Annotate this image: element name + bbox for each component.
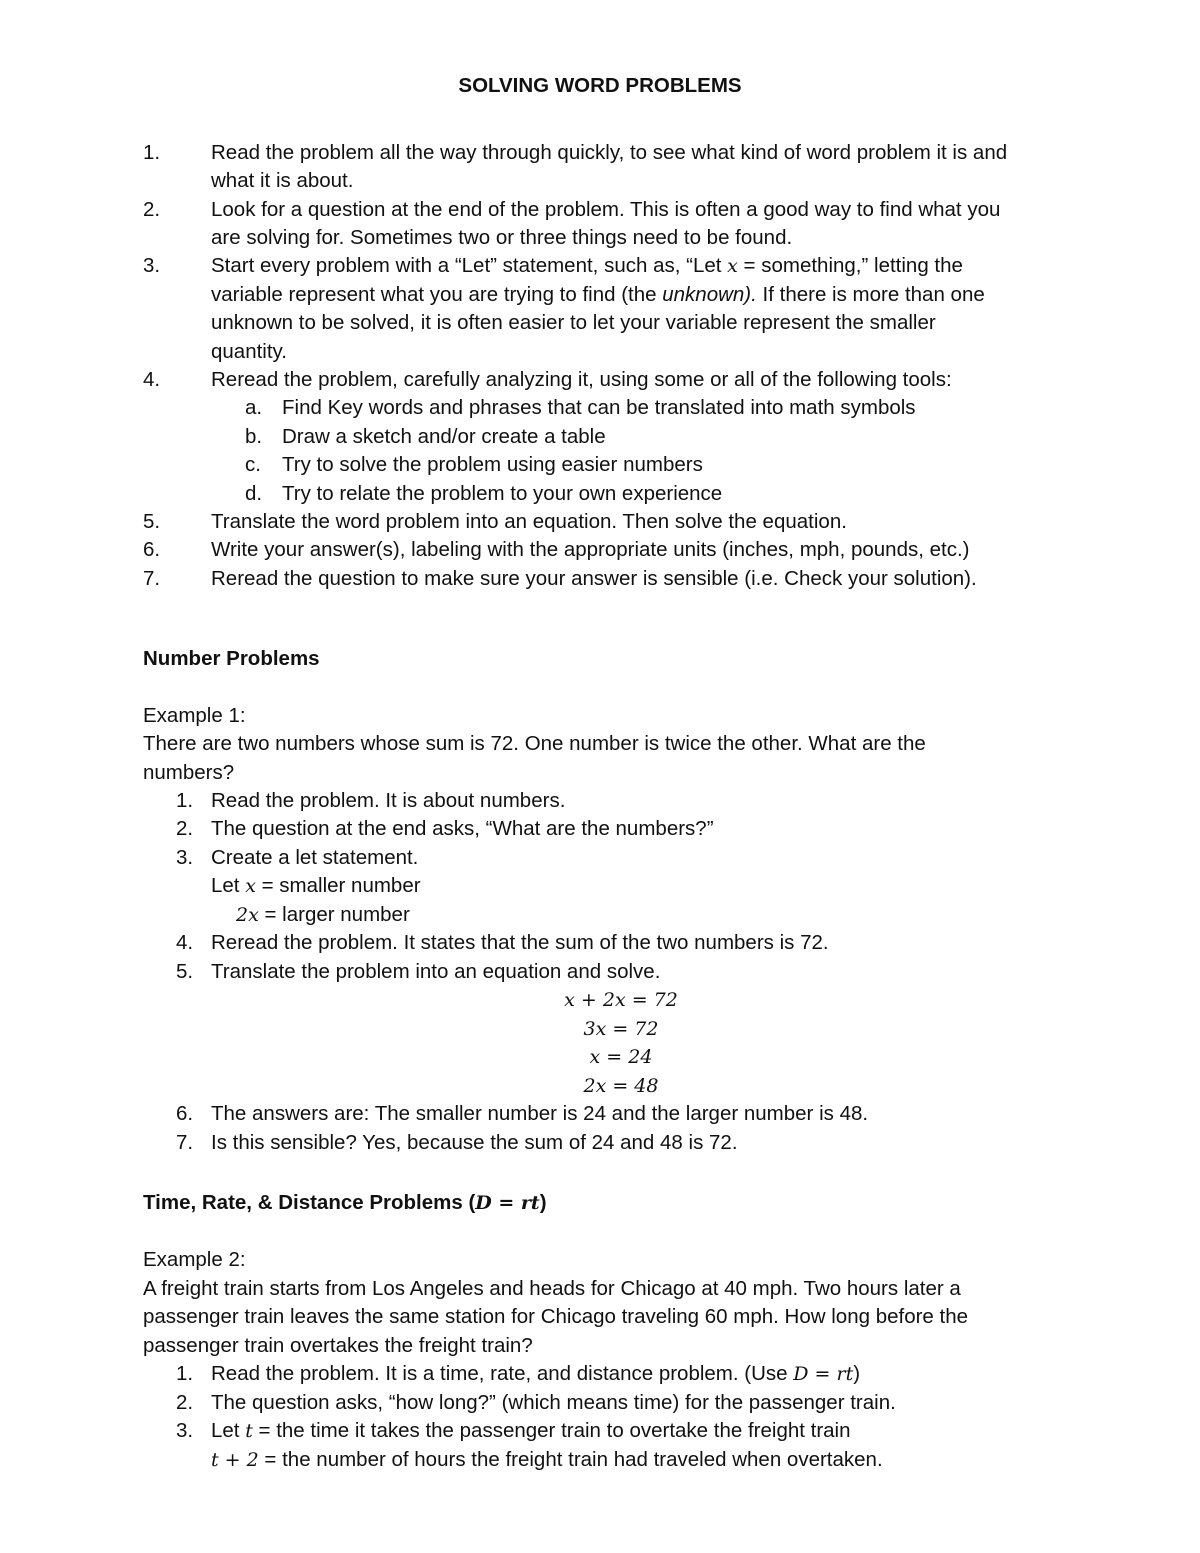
emphasis-text: unknown). bbox=[662, 283, 757, 306]
sub-step-letter: a. bbox=[245, 396, 263, 419]
step-number: 4. bbox=[143, 368, 161, 391]
equation: x + 2x = 72 bbox=[564, 989, 678, 1011]
step-text: Reread the problem. It states that the sum of the two numbers is 72. bbox=[211, 931, 829, 954]
section-heading-trd-problems: Time, Rate, & Distance Problems (D = rt) bbox=[143, 1191, 547, 1214]
step-number: 3. bbox=[143, 254, 161, 277]
let-statement: t + 2 = the number of hours the freight train had traveled when overtaken. bbox=[211, 1448, 883, 1471]
problem-text: A freight train starts from Los Angeles and heads for Chicago at 40 mph. Two hours later a bbox=[143, 1277, 961, 1300]
equation: 3x = 72 bbox=[583, 1018, 659, 1040]
math-variable: x bbox=[727, 255, 738, 277]
example-label: Example 2: bbox=[143, 1248, 246, 1271]
step-text: Write your answer(s), labeling with the appropriate units (inches, mph, pounds, etc.) bbox=[211, 538, 970, 561]
step-text: Is this sensible? Yes, because the sum of 24 and 48 is 72. bbox=[211, 1131, 738, 1154]
sub-step-text: Find Key words and phrases that can be translated into math symbols bbox=[282, 396, 916, 419]
example-label: Example 1: bbox=[143, 704, 246, 727]
sub-step-text: Draw a sketch and/or create a table bbox=[282, 425, 606, 448]
problem-text: There are two numbers whose sum is 72. One number is twice the other. What are the bbox=[143, 732, 926, 755]
equation: 2x = 48 bbox=[583, 1075, 659, 1097]
step-number: 3. bbox=[176, 1419, 194, 1442]
section-heading-number-problems: Number Problems bbox=[143, 647, 320, 670]
step-text: The answers are: The smaller number is 24 and the larger number is 48. bbox=[211, 1102, 869, 1125]
sub-step-text: Try to relate the problem to your own experience bbox=[282, 482, 723, 505]
sub-step-text: Try to solve the problem using easier numbers bbox=[282, 453, 703, 476]
step-text: Create a let statement. bbox=[211, 846, 419, 869]
page-title: SOLVING WORD PROBLEMS bbox=[458, 74, 742, 97]
sub-step-letter: b. bbox=[245, 425, 263, 448]
problem-text: passenger train leaves the same station for Chicago traveling 60 mph. How long before the bbox=[143, 1305, 969, 1328]
step-text: Reread the question to make sure your answer is sensible (i.e. Check your solution). bbox=[211, 567, 977, 590]
step-text: Reread the problem, carefully analyzing it, using some or all of the following tools: bbox=[211, 368, 952, 391]
step-text: what it is about. bbox=[211, 169, 354, 192]
step-text: Translate the word problem into an equation. Then solve the equation. bbox=[211, 510, 847, 533]
math-formula: D = rt bbox=[793, 1363, 854, 1385]
step-text: Read the problem. It is a time, rate, and distance problem. (Use D = rt) bbox=[211, 1362, 861, 1385]
equation: x = 24 bbox=[589, 1046, 653, 1068]
step-number: 5. bbox=[176, 960, 194, 983]
step-number: 1. bbox=[176, 1362, 194, 1385]
step-number: 5. bbox=[143, 510, 161, 533]
step-text: variable represent what you are trying to find (the unknown). If there is more than one bbox=[211, 283, 985, 306]
step-text: Look for a question at the end of the problem. This is often a good way to find what you bbox=[211, 198, 1001, 221]
step-number: 7. bbox=[143, 567, 161, 590]
step-text: Start every problem with a “Let” statement, such as, “Let x = something,” letting the bbox=[211, 254, 963, 277]
step-number: 1. bbox=[176, 789, 194, 812]
step-text: Read the problem all the way through quickly, to see what kind of word problem it is and bbox=[211, 141, 1008, 164]
sub-step-letter: c. bbox=[245, 453, 261, 476]
step-number: 3. bbox=[176, 846, 194, 869]
problem-text: numbers? bbox=[143, 761, 235, 784]
step-text: Read the problem. It is about numbers. bbox=[211, 789, 566, 812]
step-number: 6. bbox=[143, 538, 161, 561]
math-variable: x bbox=[245, 875, 256, 897]
math-variable: 2x bbox=[236, 904, 259, 926]
math-variable: t + 2 bbox=[211, 1449, 259, 1471]
math-variable: t bbox=[245, 1420, 253, 1442]
let-statement: 2x = larger number bbox=[236, 903, 410, 926]
let-statement: Let x = smaller number bbox=[211, 874, 421, 897]
step-text: Translate the problem into an equation and solve. bbox=[211, 960, 661, 983]
problem-text: passenger train overtakes the freight train? bbox=[143, 1334, 533, 1357]
step-text: quantity. bbox=[211, 340, 287, 363]
step-text: Let t = the time it takes the passenger train to overtake the freight train bbox=[211, 1419, 851, 1442]
step-text: are solving for. Sometimes two or three things need to be found. bbox=[211, 226, 793, 249]
step-number: 2. bbox=[176, 1391, 194, 1414]
sub-step-letter: d. bbox=[245, 482, 263, 505]
step-text: The question asks, “how long?” (which means time) for the passenger train. bbox=[211, 1391, 896, 1414]
step-number: 7. bbox=[176, 1131, 194, 1154]
step-number: 1. bbox=[143, 141, 161, 164]
step-number: 2. bbox=[143, 198, 161, 221]
step-text: unknown to be solved, it is often easier to let your variable represent the smaller bbox=[211, 311, 936, 334]
step-text: The question at the end asks, “What are the numbers?” bbox=[211, 817, 714, 840]
step-number: 2. bbox=[176, 817, 194, 840]
math-formula: D = rt bbox=[475, 1192, 540, 1214]
step-number: 6. bbox=[176, 1102, 194, 1125]
step-number: 4. bbox=[176, 931, 194, 954]
